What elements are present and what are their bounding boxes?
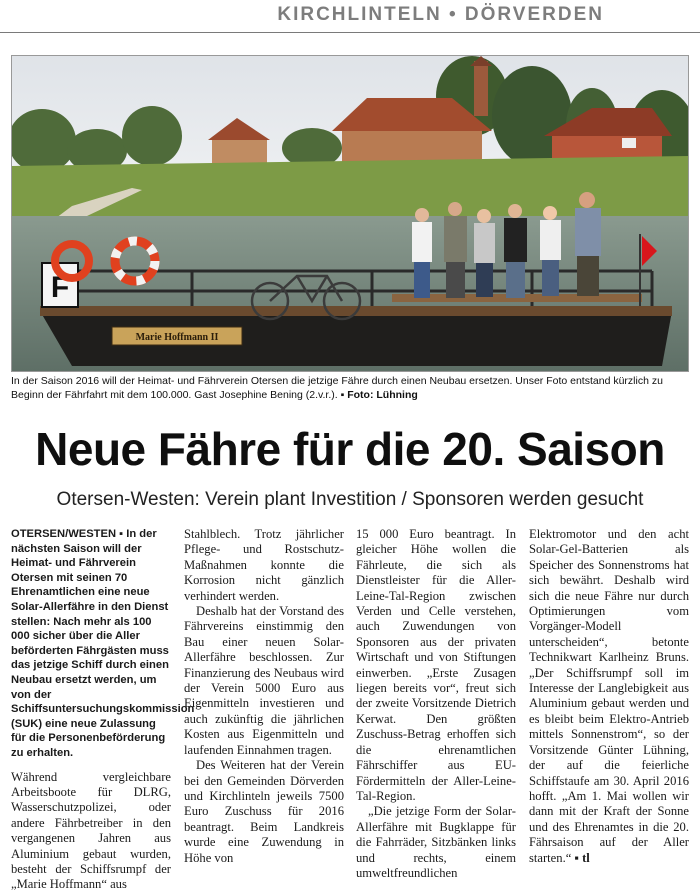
article-column-4 xyxy=(529,527,689,866)
col4-paragraph-1 xyxy=(529,527,689,866)
ferry-photo-illustration xyxy=(12,56,688,371)
col2-paragraph-1: Stahlblech. Trotz jährlicher Pflege- und Rostschutz-Maßnahmen konnte die Korrosion nicht gänzlich verhindert werden. xyxy=(184,527,344,603)
section-header xyxy=(0,0,700,33)
article-subheadline: Otersen-Westen: Verein plant Investition / Sponsoren werden gesucht xyxy=(56,489,644,510)
ferry-photo xyxy=(11,55,689,372)
article-signoff: ▪ tl xyxy=(574,850,590,865)
photo-credit: ▪ Foto: Lühning xyxy=(340,389,418,401)
section-title: KIRCHLINTELN • DÖRVERDEN xyxy=(277,4,604,25)
caption-text: In der Saison 2016 will der Heimat- und Fährverein Otersen die jetzige Fähre durch einen Neubau ersetzen. Unser Foto entstand kürzlich zu Beginn der Fährfahrt mit dem 100.000. Gast Josephine Bening (2.v.r.). xyxy=(11,375,663,401)
ferry-sign-letter: F xyxy=(50,271,70,304)
lead-text: In der nächsten Saison will der Heimat- und Fährverein Otersen mit seinen 70 Ehrenamtlichen eine neue Solar-Allerfähre in den Dienst stellen: Nach mehr als 100 000 sicher über die Aller beförderten Fährgästen muss das jetzige Schiff durch einen Neubau ersetzt werden, um von der Schiffsuntersuchungskommission (SUK) eine neue Zulassung für die Personenbeförderung zu erhalten. xyxy=(11,528,195,759)
col2-paragraph-2: Deshalb hat der Vorstand des Fährvereins einstimmig den Bau einer neuen Solar-Allerfähre beschlossen. Zur Finanzierung des Neubaus wird der Verein 5000 Euro aus Eigenmitteln investieren und auch zukünftig die jährlichen Kosten aus Eigenmitteln und laufenden Einnahmen tragen. xyxy=(184,604,344,757)
lead-dateline: OTERSEN/WESTEN ▪ xyxy=(11,528,124,540)
col2-paragraph-3: Des Weiteren hat der Verein bei den Gemeinden Dörverden und Kirchlinteln jeweils 7500 Euro Zuschuss für 2016 beantragt. Beim Landkreis wurde eine Zuwendung in Höhe von xyxy=(184,758,344,865)
article-column-1 xyxy=(11,527,195,893)
article-headline: Neue Fähre für die 20. Saison xyxy=(35,423,665,475)
article-lead xyxy=(11,527,195,761)
col3-paragraph-2: „Die jetzige Form der Solar-Allerfähre mit Bugklappe für die Fahrräder, Sitzbänken links und rechts, einem umweltfreundlichen xyxy=(356,804,516,880)
photo-caption xyxy=(11,374,689,402)
article-column-2 xyxy=(184,527,344,866)
boat-name-plate: Marie Hoffmann II xyxy=(135,332,219,343)
col1-paragraph-1: Während vergleichbare Arbeitsboote für DLRG, Wasserschutzpolizei, oder andere Fährbetreiber in den vergangenen Jahren aus Aluminium gebaut wurden, besteht der Schiffsrumpf der „Marie Hoffmann“ aus xyxy=(11,769,171,892)
col4-text: Elektromotor und den acht Solar-Gel-Batterien als Speicher des Sonnenstroms hat sich bewährt. Deshalb wird sich die neue Fähre nur durch Optimierungen vom Vorgänger-Modell unterscheiden“, betonte Technikwart Karlheinz Bruns. „Der Schiffsrumpf soll im Interesse der Langlebigkeit aus Aluminium gebaut werden und es bleibt beim Elektro-Antrieb mittels Sonnenstrom“, so der Vorsitzende Günter Lühning, der auf die feierliche Schiffstaufe am 30. April 2016 hofft. „Am 1. Mai wollen wir dann mit der Kraft der Sonne und des Ehrenamtes in die 20. Fährsaison auf der Aller starten.“ xyxy=(529,527,689,865)
article-column-3 xyxy=(356,527,516,881)
col3-paragraph-1: 15 000 Euro beantragt. In gleicher Höhe wollen die Fährleute, die sich als Dienstleister für die Aller-Leine-Tal-Region zwischen Verden und Celle verstehen, auch Zuwendungen von Sponsoren aus der privaten Wirtschaft und von Stiftungen einwerben. „Erste Zusagen liegen bereits vor“, freut sich der zweite Vorsitzende Dietrich Kerwat. Den größten Zuschuss-Betrag erhoffen sich die ehrenamtlichen Fährschiffer aus EU-Fördermitteln der Aller-Leine-Tal-Region. xyxy=(356,527,516,803)
